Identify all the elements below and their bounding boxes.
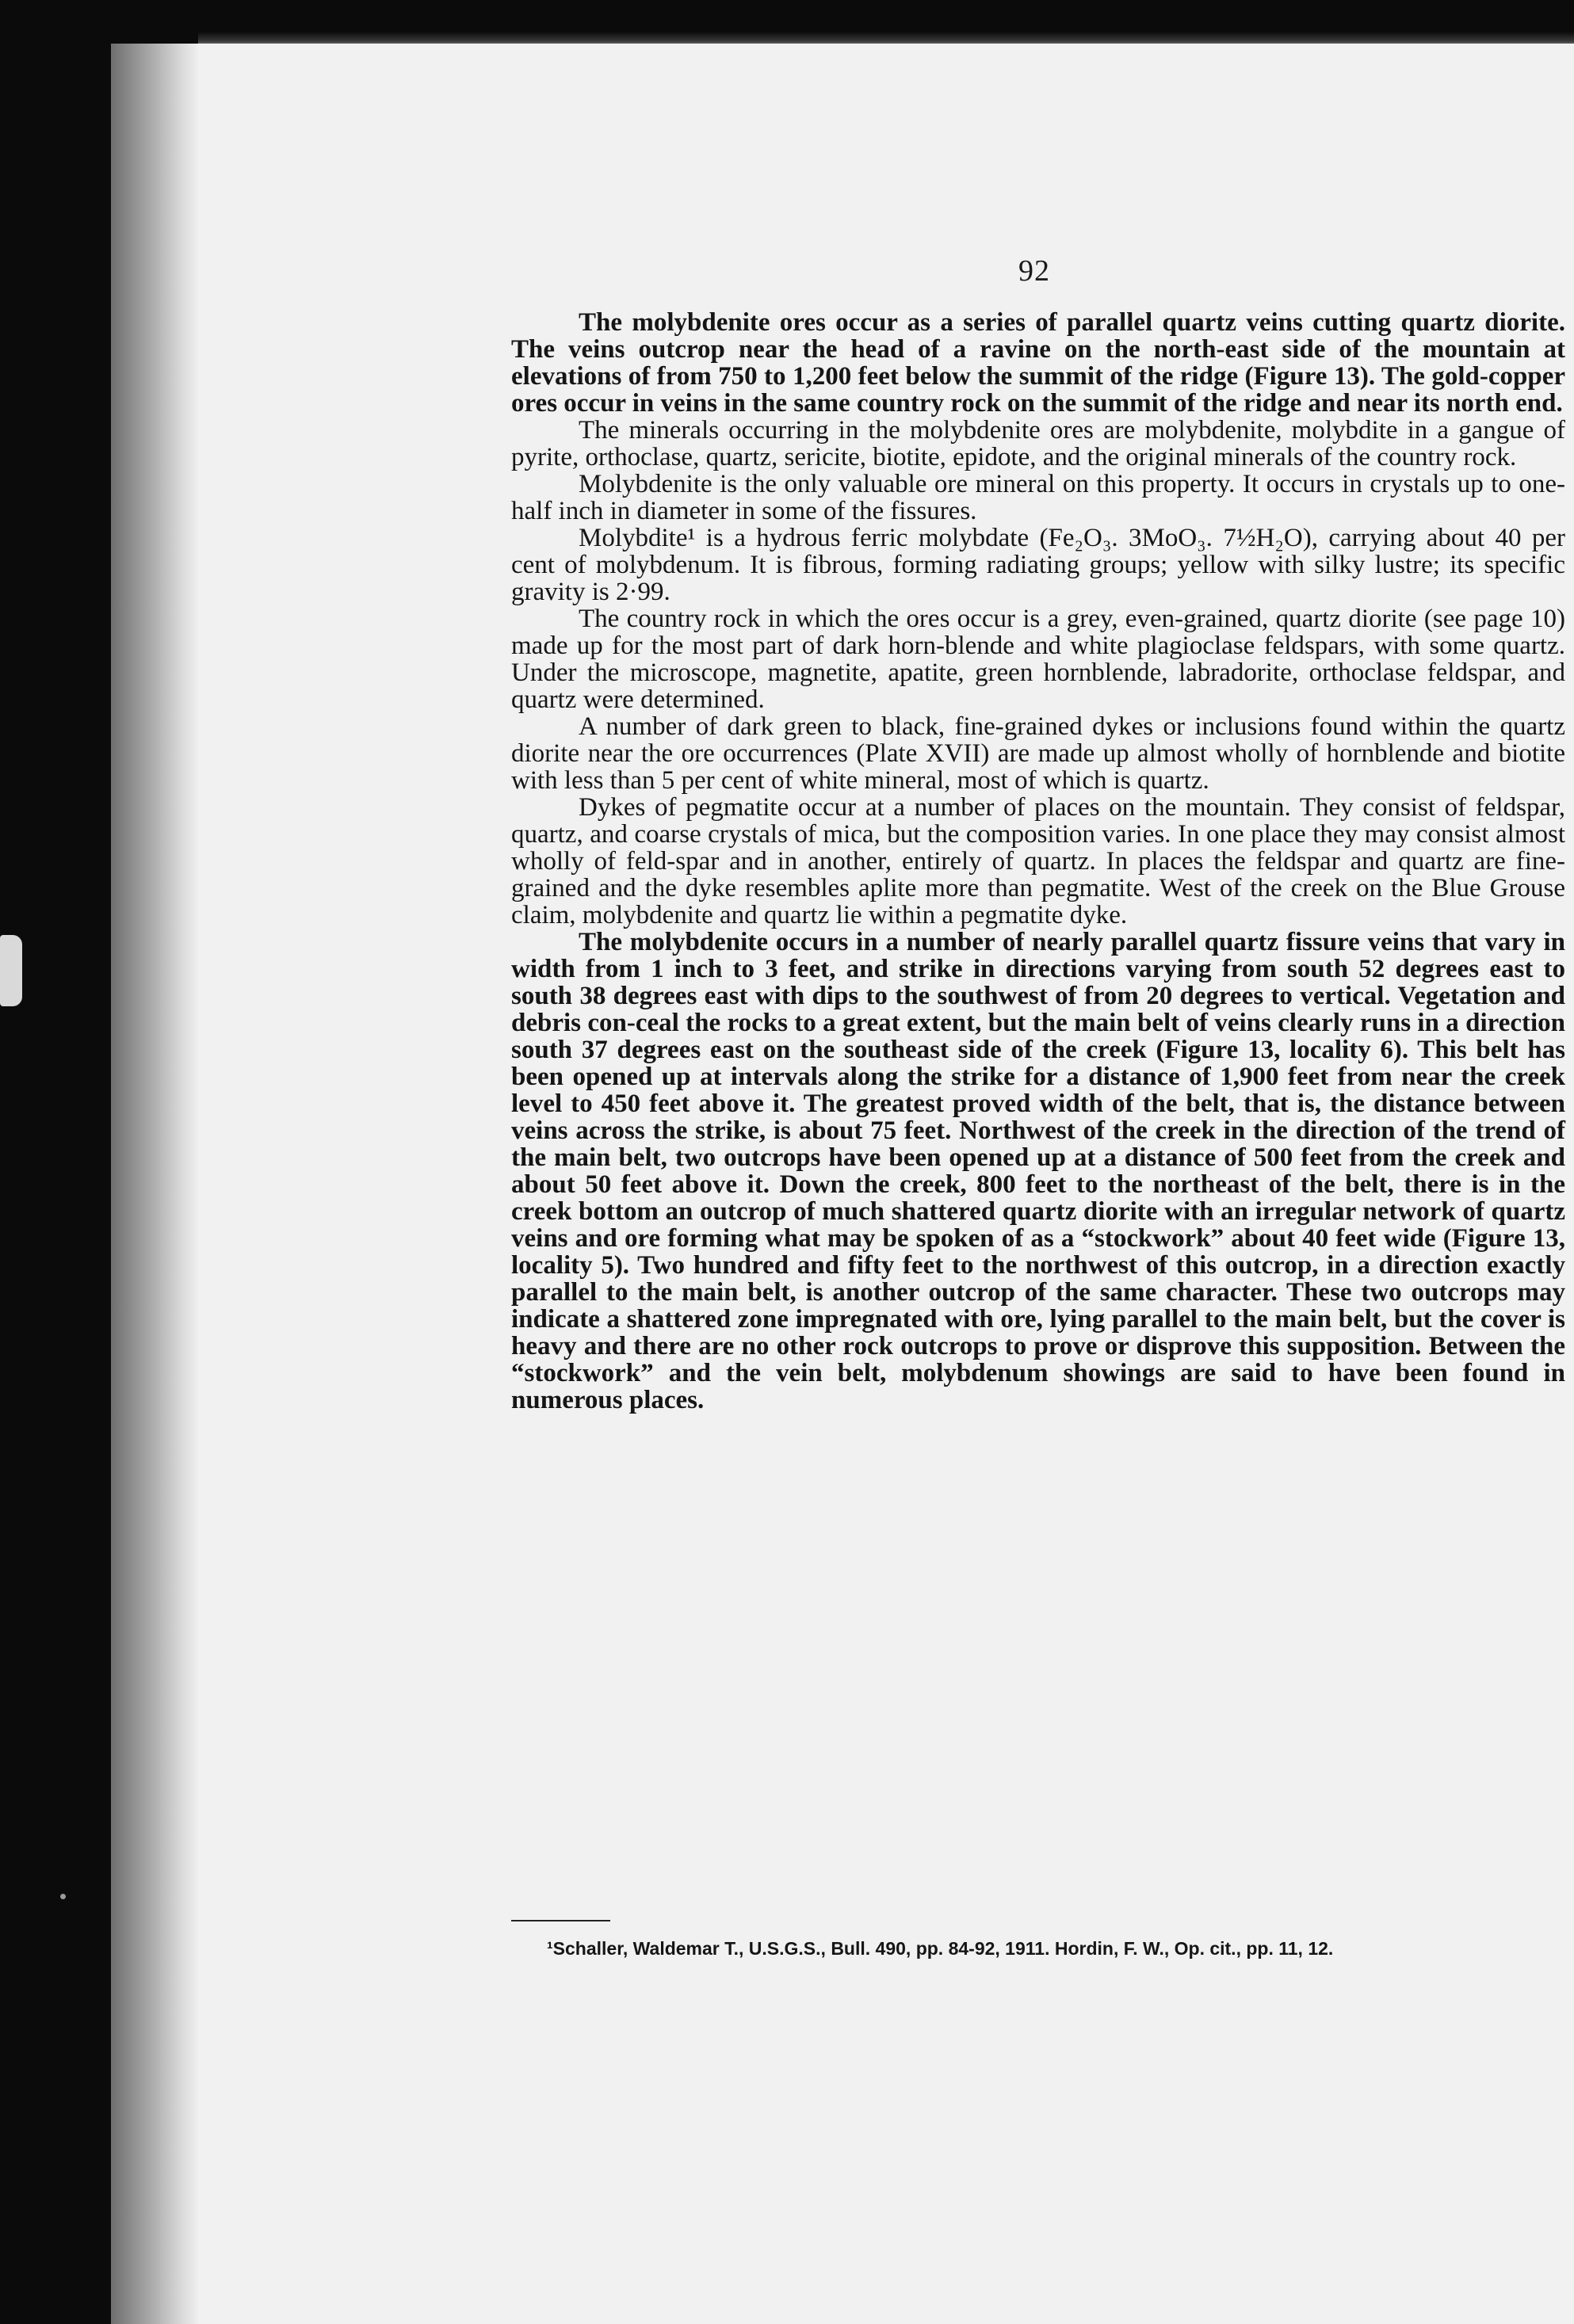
page-gutter-shadow <box>111 44 198 2324</box>
paragraph-molybdite: Molybdite¹ is a hydrous ferric molybdate (Fe₂O₃. 3MoO₃. 7½H₂O), carrying about 40 per cent of molybdenum. It is fibrous, forming radiating groups; yellow with silky lustre; its specific gravity is 2·99. <box>511 524 1565 606</box>
scan-margin-mark <box>0 935 22 1006</box>
paragraph-minerals: The minerals occurring in the molybdenite ores are molybdenite, molybdite in a gangue of pyrite, orthoclase, quartz, sericite, biotite, epidote, and the original minerals of the country rock. <box>511 416 1565 471</box>
paragraph-ore-occurrence: The molybdenite ores occur as a series of parallel quartz veins cutting quartz diorite. The veins outcrop near the head of a ravine on the north-east side of the mountain at elevations of from 750 to 1,200 feet below the summit of the ridge (Figure 13). The gold-copper ores occur in veins in the same country rock on the summit of the ridge and near its north end. <box>511 308 1565 418</box>
footnote: ¹Schaller, Waldemar T., U.S.G.S., Bull. 490, pp. 84-92, 1911. Hordin, F. W., Op. cit., pp. 11, 12. <box>547 1938 1334 1959</box>
footnote-rule <box>511 1920 610 1921</box>
body-text <box>511 309 1565 1414</box>
paragraph-pegmatite: Dykes of pegmatite occur at a number of places on the mountain. They consist of feldspar, quartz, and coarse crystals of mica, but the composition varies. In one place they may consist almost wholly of feld-spar and in another, entirely of quartz. In places the feldspar and quartz are fine-grained and the dyke resembles aplite more than pegmatite. West of the creek on the Blue Grouse claim, molybdenite and quartz lie within a pegmatite dyke. <box>511 793 1565 929</box>
paragraph-dykes-inclusions: A number of dark green to black, fine-grained dykes or inclusions found within the quartz diorite near the ore occurrences (Plate XVII) are made up almost wholly of hornblende and biotite with less than 5 per cent of white mineral, most of which is quartz. <box>511 712 1565 795</box>
paragraph-fissure-veins: The molybdenite occurs in a number of nearly parallel quartz fissure veins that vary in width from 1 inch to 3 feet, and strike in directions varying from south 52 degrees east to south 38 degrees east with dips to the southwest of from 20 degrees to vertical. Vegetation and debris con-ceal the rocks to a great extent, but the main belt of veins clearly runs in a direction south 37 degrees east on the southeast side of the creek (Figure 13, locality 6). This belt has been opened up at intervals along the strike for a distance of 1,900 feet from near the creek level to 450 feet above it. The greatest proved width of the belt, that is, the distance between veins across the strike, is about 75 feet. Northwest of the creek in the direction of the trend of the main belt, two outcrops have been opened up at a distance of 500 feet from the creek and about 50 feet above it. Down the creek, 800 feet to the northeast of the belt, there is in the creek bottom an outcrop of much shattered quartz diorite with an irregular network of quartz veins and ore forming what may be spoken of as a “stockwork” about 40 feet wide (Figure 13, locality 5). Two hundred and fifty feet to the northwest of this outcrop, in a direction exactly parallel to the main belt, is another outcrop of the same character. These two outcrops may indicate a shattered zone impregnated with ore, lying parallel to the main belt, but the cover is heavy and there are no other rock outcrops to prove or disprove this supposition. Between the “stockwork” and the vein belt, molybdenum showings are said to have been found in numerous places. <box>511 928 1565 1414</box>
page-number: 92 <box>1018 254 1050 288</box>
paragraph-country-rock: The country rock in which the ores occur is a grey, even-grained, quartz diorite (see page 10) made up for the most part of dark horn-blende and white plagioclase feldspars, with some quartz. Under the microscope, magnetite, apatite, green hornblende, labradorite, orthoclase feldspar, and quartz were determined. <box>511 605 1565 714</box>
paragraph-molybdenite: Molybdenite is the only valuable ore mineral on this property. It occurs in crystals up to one-half inch in diameter in some of the fissures. <box>511 470 1565 525</box>
scan-speck <box>60 1894 66 1899</box>
